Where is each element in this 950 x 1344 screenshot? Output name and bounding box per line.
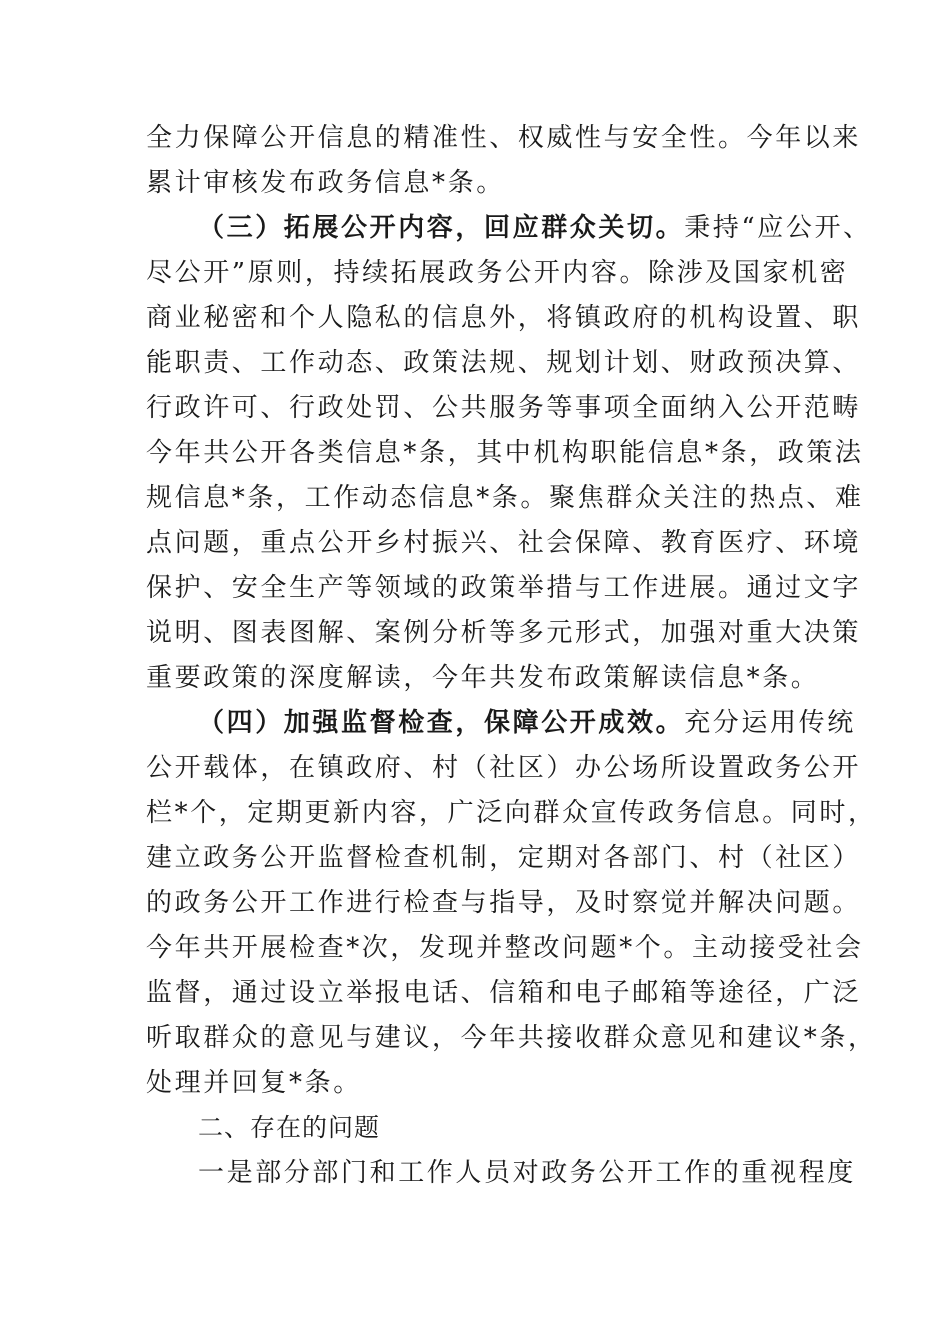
body-text-line: 规信息*条，工作动态信息*条。聚焦群众关注的热点、难 xyxy=(146,483,864,513)
section-three-heading: （三）拓展公开内容，回应群众关切。 xyxy=(198,213,685,243)
body-text-line: 公开载体，在镇政府、村（社区）办公场所设置政务公开 xyxy=(146,753,862,783)
body-text-line: 说明、图表图解、案例分析等多元形式，加强对重大决策 xyxy=(146,618,862,648)
body-text-line: 商业秘密和个人隐私的信息外，将镇政府的机构设置、职 xyxy=(146,303,862,333)
body-text-line: 能职责、工作动态、政策法规、规划计划、财政预决算、 xyxy=(146,348,862,378)
body-text-line: 保护、安全生产等领域的政策举措与工作进展。通过文字 xyxy=(146,573,862,603)
body-text-line: 全力保障公开信息的精准性、权威性与安全性。今年以来 xyxy=(146,123,862,153)
body-text-line: 行政许可、行政处罚、公共服务等事项全面纳入公开范畴 xyxy=(146,393,862,423)
body-text-line: 今年共开展检查*次，发现并整改问题*个。主动接受社会 xyxy=(146,933,864,963)
body-text-line: 的政务公开工作进行检查与指导，及时察觉并解决问题。 xyxy=(146,888,862,918)
body-text-line: 一是部分部门和工作人员对政务公开工作的重视程度 xyxy=(198,1158,856,1188)
body-text-line: 重要政策的深度解读，今年共发布政策解读信息*条。 xyxy=(146,663,820,693)
body-text: 秉持“应公开、 xyxy=(684,213,872,243)
body-text-line: 栏*个，定期更新内容，广泛向群众宣传政务信息。同时， xyxy=(146,798,877,828)
body-text-line: 处理并回复*条。 xyxy=(146,1068,362,1098)
body-text-line: 点问题，重点公开乡村振兴、社会保障、教育医疗、环境 xyxy=(146,528,862,558)
body-text-line: 监督，通过设立举报电话、信箱和电子邮箱等途径，广泛 xyxy=(146,978,862,1008)
body-text: 充分运用传统 xyxy=(684,708,856,738)
section-four-opening-line xyxy=(198,705,856,741)
section-four-heading: （四）加强监督检查，保障公开成效。 xyxy=(198,708,685,738)
body-text-line: 尽公开”原则，持续拓展政务公开内容。除涉及国家机密 xyxy=(146,258,849,288)
body-text-line: 累计审核发布政务信息*条。 xyxy=(146,168,505,198)
body-text-line: 听取群众的意见与建议，今年共接收群众意见和建议*条， xyxy=(146,1023,877,1053)
body-text-line: 今年共公开各类信息*条，其中机构职能信息*条，政策法 xyxy=(146,438,864,468)
body-text-line: 建立政务公开监督检查机制，定期对各部门、村（社区） xyxy=(146,843,862,873)
section-three-opening-line xyxy=(198,210,872,246)
section-heading: 二、存在的问题 xyxy=(198,1113,381,1142)
